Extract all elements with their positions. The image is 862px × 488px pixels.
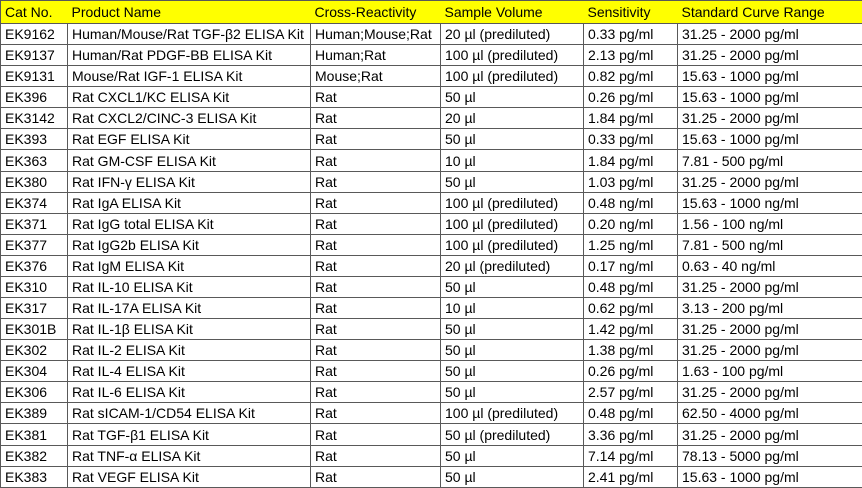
cell-sensitivity: 0.26 pg/ml	[584, 361, 678, 382]
cell-cross-reactivity: Rat	[311, 129, 441, 150]
cell-sensitivity: 7.14 pg/ml	[584, 445, 678, 466]
cell-cross-reactivity: Rat	[311, 150, 441, 171]
cell-cat-no: EK306	[1, 382, 68, 403]
cell-sensitivity: 0.48 ng/ml	[584, 192, 678, 213]
cell-standard-curve-range: 1.56 - 100 ng/ml	[678, 213, 862, 234]
cell-cat-no: EK377	[1, 234, 68, 255]
cell-product-name: Rat IL-6 ELISA Kit	[68, 382, 311, 403]
cell-standard-curve-range: 15.63 - 1000 pg/ml	[678, 66, 862, 87]
table-row	[1, 87, 862, 108]
cell-cross-reactivity: Rat	[311, 340, 441, 361]
cell-sensitivity: 1.25 ng/ml	[584, 234, 678, 255]
cell-product-name: Rat EGF ELISA Kit	[68, 129, 311, 150]
cell-sensitivity: 0.82 pg/ml	[584, 66, 678, 87]
cell-product-name: Rat IgG2b ELISA Kit	[68, 234, 311, 255]
cell-sample-volume: 50 µl	[441, 276, 584, 297]
cell-product-name: Rat IL-2 ELISA Kit	[68, 340, 311, 361]
cell-standard-curve-range: 78.13 - 5000 pg/ml	[678, 445, 862, 466]
cell-cat-no: EK9137	[1, 45, 68, 66]
cell-sample-volume: 50 µl	[441, 382, 584, 403]
cell-standard-curve-range: 15.63 - 1000 pg/ml	[678, 466, 862, 487]
cell-cat-no: EK389	[1, 403, 68, 424]
cell-sample-volume: 50 µl	[441, 445, 584, 466]
table-row	[1, 108, 862, 129]
cell-cross-reactivity: Rat	[311, 276, 441, 297]
cell-cross-reactivity: Rat	[311, 319, 441, 340]
cell-sensitivity: 1.84 pg/ml	[584, 150, 678, 171]
cell-cat-no: EK310	[1, 276, 68, 297]
cell-product-name: Rat IL-17A ELISA Kit	[68, 298, 311, 319]
table-row	[1, 424, 862, 445]
cell-sample-volume: 50 µl	[441, 340, 584, 361]
cell-sensitivity: 0.26 pg/ml	[584, 87, 678, 108]
table-row	[1, 150, 862, 171]
cell-cat-no: EK302	[1, 340, 68, 361]
column-header-cat-no: Cat No.	[1, 1, 68, 24]
cell-standard-curve-range: 15.63 - 1000 pg/ml	[678, 87, 862, 108]
cell-standard-curve-range: 15.63 - 1000 pg/ml	[678, 129, 862, 150]
table-row	[1, 171, 862, 192]
cell-product-name: Human/Rat PDGF-BB ELISA Kit	[68, 45, 311, 66]
cell-cross-reactivity: Rat	[311, 234, 441, 255]
cell-sample-volume: 100 µl (prediluted)	[441, 45, 584, 66]
cell-cross-reactivity: Rat	[311, 445, 441, 466]
cell-product-name: Rat IgA ELISA Kit	[68, 192, 311, 213]
cell-cat-no: EK383	[1, 466, 68, 487]
cell-sample-volume: 100 µl (prediluted)	[441, 403, 584, 424]
cell-cat-no: EK376	[1, 255, 68, 276]
cell-sensitivity: 1.38 pg/ml	[584, 340, 678, 361]
cell-sensitivity: 3.36 pg/ml	[584, 424, 678, 445]
cell-cross-reactivity: Rat	[311, 424, 441, 445]
cell-sample-volume: 50 µl	[441, 319, 584, 340]
cell-sample-volume: 20 µl (prediluted)	[441, 24, 584, 45]
column-header-standard-curve-range: Standard Curve Range	[678, 1, 862, 24]
cell-cat-no: EK382	[1, 445, 68, 466]
cell-product-name: Rat IFN-γ ELISA Kit	[68, 171, 311, 192]
cell-cross-reactivity: Rat	[311, 192, 441, 213]
cell-cat-no: EK371	[1, 213, 68, 234]
cell-sensitivity: 0.33 pg/ml	[584, 24, 678, 45]
cell-sample-volume: 100 µl (prediluted)	[441, 234, 584, 255]
cell-product-name: Rat CXCL2/CINC-3 ELISA Kit	[68, 108, 311, 129]
cell-sensitivity: 1.84 pg/ml	[584, 108, 678, 129]
table-row	[1, 45, 862, 66]
cell-standard-curve-range: 62.50 - 4000 pg/ml	[678, 403, 862, 424]
table-row	[1, 66, 862, 87]
cell-sample-volume: 10 µl	[441, 150, 584, 171]
cell-product-name: Rat IgM ELISA Kit	[68, 255, 311, 276]
cell-sensitivity: 2.13 pg/ml	[584, 45, 678, 66]
column-header-product-name: Product Name	[68, 1, 311, 24]
cell-cross-reactivity: Rat	[311, 213, 441, 234]
header-row	[1, 1, 862, 24]
cell-sensitivity: 0.48 pg/ml	[584, 276, 678, 297]
cell-cat-no: EK380	[1, 171, 68, 192]
table-row	[1, 276, 862, 297]
cell-sample-volume: 20 µl (prediluted)	[441, 255, 584, 276]
table-row	[1, 129, 862, 150]
cell-sample-volume: 50 µl	[441, 466, 584, 487]
cell-standard-curve-range: 31.25 - 2000 pg/ml	[678, 171, 862, 192]
table-row	[1, 382, 862, 403]
cell-standard-curve-range: 15.63 - 1000 ng/ml	[678, 192, 862, 213]
cell-standard-curve-range: 31.25 - 2000 pg/ml	[678, 24, 862, 45]
cell-sample-volume: 50 µl	[441, 171, 584, 192]
cell-cross-reactivity: Rat	[311, 171, 441, 192]
cell-cross-reactivity: Rat	[311, 382, 441, 403]
cell-cat-no: EK363	[1, 150, 68, 171]
cell-sample-volume: 100 µl (prediluted)	[441, 66, 584, 87]
cell-cross-reactivity: Rat	[311, 466, 441, 487]
cell-sample-volume: 50 µl	[441, 87, 584, 108]
cell-sensitivity: 0.62 pg/ml	[584, 298, 678, 319]
cell-cat-no: EK317	[1, 298, 68, 319]
table-row	[1, 213, 862, 234]
cell-standard-curve-range: 31.25 - 2000 pg/ml	[678, 45, 862, 66]
cell-standard-curve-range: 7.81 - 500 pg/ml	[678, 150, 862, 171]
cell-cat-no: EK396	[1, 87, 68, 108]
table-row	[1, 24, 862, 45]
cell-sample-volume: 50 µl	[441, 361, 584, 382]
cell-standard-curve-range: 31.25 - 2000 pg/ml	[678, 108, 862, 129]
cell-standard-curve-range: 31.25 - 2000 pg/ml	[678, 276, 862, 297]
cell-cross-reactivity: Human;Mouse;Rat	[311, 24, 441, 45]
cell-sample-volume: 50 µl (prediluted)	[441, 424, 584, 445]
cell-sensitivity: 0.20 ng/ml	[584, 213, 678, 234]
cell-cat-no: EK9131	[1, 66, 68, 87]
cell-standard-curve-range: 0.63 - 40 ng/ml	[678, 255, 862, 276]
cell-cat-no: EK304	[1, 361, 68, 382]
cell-product-name: Rat IL-1β ELISA Kit	[68, 319, 311, 340]
table-row	[1, 255, 862, 276]
cell-product-name: Rat TNF-α ELISA Kit	[68, 445, 311, 466]
cell-sensitivity: 2.41 pg/ml	[584, 466, 678, 487]
table-row	[1, 445, 862, 466]
column-header-sample-volume: Sample Volume	[441, 1, 584, 24]
table-row	[1, 234, 862, 255]
cell-product-name: Mouse/Rat IGF-1 ELISA Kit	[68, 66, 311, 87]
cell-sensitivity: 2.57 pg/ml	[584, 382, 678, 403]
cell-cat-no: EK3142	[1, 108, 68, 129]
cell-standard-curve-range: 7.81 - 500 ng/ml	[678, 234, 862, 255]
cell-cat-no: EK393	[1, 129, 68, 150]
cell-sensitivity: 0.48 pg/ml	[584, 403, 678, 424]
cell-sample-volume: 50 µl	[441, 129, 584, 150]
cell-cross-reactivity: Rat	[311, 87, 441, 108]
cell-product-name: Rat IL-4 ELISA Kit	[68, 361, 311, 382]
cell-cross-reactivity: Human;Rat	[311, 45, 441, 66]
cell-cross-reactivity: Rat	[311, 255, 441, 276]
table-row	[1, 403, 862, 424]
cell-cat-no: EK301B	[1, 319, 68, 340]
cell-standard-curve-range: 1.63 - 100 pg/ml	[678, 361, 862, 382]
column-header-sensitivity: Sensitivity	[584, 1, 678, 24]
cell-sensitivity: 1.42 pg/ml	[584, 319, 678, 340]
cell-sample-volume: 100 µl (prediluted)	[441, 192, 584, 213]
cell-product-name: Rat IgG total ELISA Kit	[68, 213, 311, 234]
cell-cat-no: EK9162	[1, 24, 68, 45]
cell-product-name: Rat VEGF ELISA Kit	[68, 466, 311, 487]
cell-product-name: Rat TGF-β1 ELISA Kit	[68, 424, 311, 445]
cell-product-name: Rat CXCL1/KC ELISA Kit	[68, 87, 311, 108]
table-row	[1, 466, 862, 487]
cell-product-name: Human/Mouse/Rat TGF-β2 ELISA Kit	[68, 24, 311, 45]
cell-cross-reactivity: Rat	[311, 361, 441, 382]
cell-cross-reactivity: Rat	[311, 108, 441, 129]
table-row	[1, 319, 862, 340]
cell-standard-curve-range: 31.25 - 2000 pg/ml	[678, 319, 862, 340]
cell-cross-reactivity: Mouse;Rat	[311, 66, 441, 87]
column-header-cross-reactivity: Cross-Reactivity	[311, 1, 441, 24]
cell-sensitivity: 0.33 pg/ml	[584, 129, 678, 150]
cell-sensitivity: 1.03 pg/ml	[584, 171, 678, 192]
table-row	[1, 340, 862, 361]
cell-standard-curve-range: 31.25 - 2000 pg/ml	[678, 424, 862, 445]
table-row	[1, 192, 862, 213]
cell-product-name: Rat sICAM-1/CD54 ELISA Kit	[68, 403, 311, 424]
table-body	[1, 24, 862, 488]
cell-standard-curve-range: 31.25 - 2000 pg/ml	[678, 340, 862, 361]
cell-sample-volume: 10 µl	[441, 298, 584, 319]
cell-cross-reactivity: Rat	[311, 403, 441, 424]
cell-product-name: Rat IL-10 ELISA Kit	[68, 276, 311, 297]
cell-sample-volume: 100 µl (prediluted)	[441, 213, 584, 234]
cell-product-name: Rat GM-CSF ELISA Kit	[68, 150, 311, 171]
table-row	[1, 298, 862, 319]
cell-sample-volume: 20 µl	[441, 108, 584, 129]
cell-standard-curve-range: 31.25 - 2000 pg/ml	[678, 382, 862, 403]
table-row	[1, 361, 862, 382]
cell-sensitivity: 0.17 ng/ml	[584, 255, 678, 276]
cell-cat-no: EK374	[1, 192, 68, 213]
cell-cat-no: EK381	[1, 424, 68, 445]
cell-standard-curve-range: 3.13 - 200 pg/ml	[678, 298, 862, 319]
cell-cross-reactivity: Rat	[311, 298, 441, 319]
